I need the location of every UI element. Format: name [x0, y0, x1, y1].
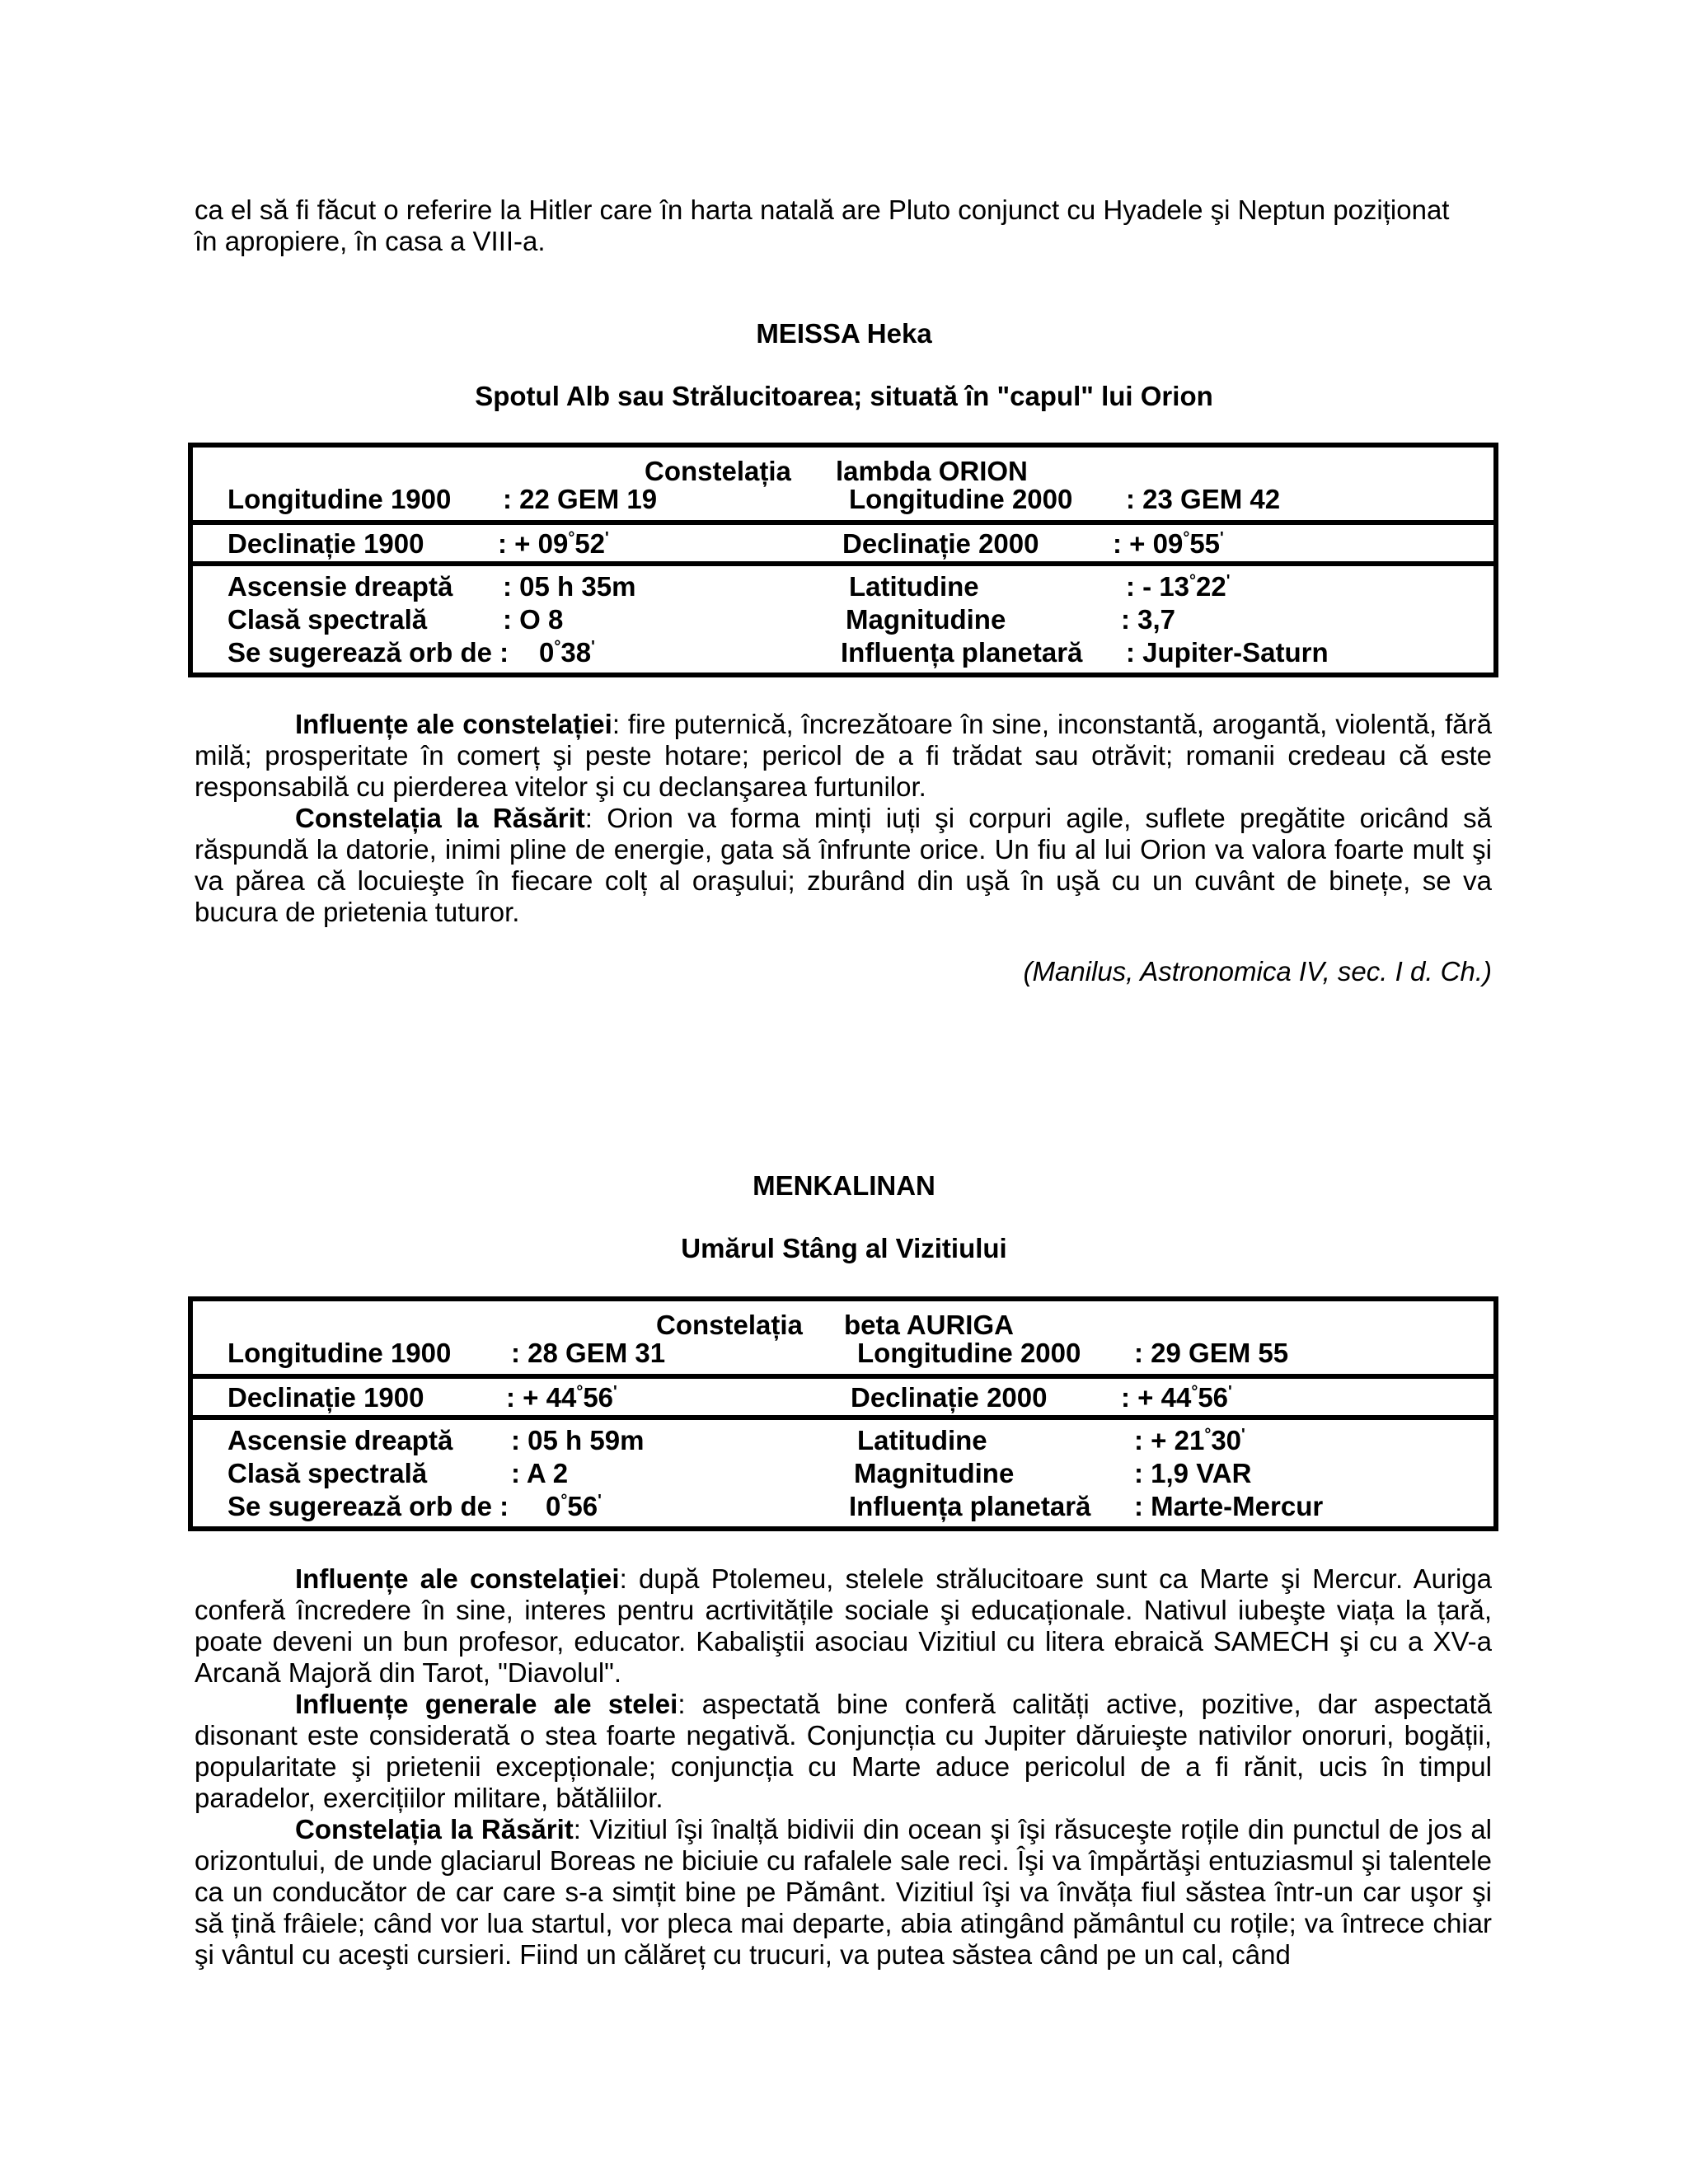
lon1900-value: : 28 GEM 31 [511, 1338, 666, 1368]
ra-label: Ascensie dreaptă [227, 571, 453, 602]
lon2000-label: Longitudine 2000 [849, 484, 1073, 514]
dec1900-value: : + 44°56' [506, 1382, 617, 1413]
star1-p2-text: : Orion va forma minți iuți şi corpuri agile, suflete pregătite oricând să răspundă la datorie, inimi pline de energie, gata să înfrunte orice. Un fiu al lui Orion va valora foarte mult şi va părea că locuieşte în fiecare colț al oraşului; zburând din uşă în uşă cu un cuvânt de binețe, se va bucura de prietenia tuturor. [195, 803, 1492, 927]
star1-influence-paragraph [195, 709, 1492, 803]
intro-line-1: ca el să fi făcut o referire la Hitler care în harta natală are Pluto conjunct cu Hyadele şi Neptun poziționat [195, 194, 1450, 225]
intro-line-2: în apropiere, în casa a VIII-a. [195, 226, 546, 256]
star2-subtitle: Umărul Stâng al Vizitiului [681, 1233, 1007, 1263]
constellation-label: Constelația [656, 1310, 803, 1340]
lon1900-label: Longitudine 1900 [227, 484, 452, 514]
infl-label: Influența planetară [841, 637, 1083, 668]
lat-label: Latitudine [849, 571, 979, 602]
lon1900-label: Longitudine 1900 [227, 1338, 452, 1368]
lon1900-value: : 22 GEM 19 [503, 484, 658, 514]
lat-label: Latitudine [857, 1425, 987, 1455]
intro-paragraph [195, 194, 1492, 257]
dec2000-value: : + 09°55' [1113, 528, 1224, 559]
constellation-value: lambda ORION [836, 456, 1028, 486]
orb-value: 0°56' [546, 1491, 602, 1521]
lat-value: : + 21°30' [1134, 1425, 1245, 1455]
star2-general-paragraph [195, 1689, 1492, 1814]
orb-label: Se sugerează orb de : [227, 1491, 509, 1521]
mag-value: : 3,7 [1121, 604, 1176, 635]
ra-value: : 05 h 59m [511, 1425, 645, 1455]
star2-data-table [188, 1296, 1498, 1531]
dec2000-label: Declinație 2000 [851, 1382, 1048, 1413]
table-row [193, 1374, 1493, 1415]
star2-influence-paragraph [195, 1563, 1492, 1689]
star2-p1-heading: Influențe ale constelației [295, 1563, 620, 1594]
table-row [193, 448, 1493, 520]
star2-p2-heading: Influențe generale ale stelei [295, 1689, 678, 1719]
star1-data-table [188, 443, 1498, 677]
ra-value: : 05 h 35m [503, 571, 636, 602]
star1-p2-heading: Constelația la Răsărit [295, 803, 585, 833]
constellation-label: Constelația [645, 456, 791, 486]
table-row [193, 1301, 1493, 1374]
star2-rising-paragraph [195, 1814, 1492, 1971]
orb-label: Se sugerează orb de : [227, 637, 509, 668]
spec-label: Clasă spectrală [227, 604, 428, 635]
dec1900-label: Declinație 1900 [227, 528, 424, 559]
mag-label: Magnitudine [846, 604, 1006, 635]
star2-name: MENKALINAN [753, 1170, 935, 1201]
spec-value: : A 2 [511, 1458, 569, 1488]
table-row [193, 561, 1493, 673]
ra-label: Ascensie dreaptă [227, 1425, 453, 1455]
star1-rising-paragraph [195, 803, 1492, 928]
star1-subtitle: Spotul Alb sau Strălucitoarea; situată în "capul" lui Orion [475, 381, 1213, 411]
infl-label: Influența planetară [849, 1491, 1091, 1521]
star2-p1-text: : după Ptolemeu, stelele strălucitoare sunt ca Marte şi Mercur. Auriga conferă încredere în sine, interes pentru acrtivitățile sociale şi educaționale. Nativul iubeşte viața la țară, poate deveni un bun profesor, educator. Kabaliştii asociau Vizitiul cu litera ebraică SAMECH şi cu a XV-a Arcană Majoră din Tarot, "Diavolul". [195, 1563, 1492, 1688]
star1-name: MEISSA Heka [756, 318, 932, 349]
dec1900-value: : + 09°52' [498, 528, 609, 559]
dec2000-label: Declinație 2000 [842, 528, 1039, 559]
dec1900-label: Declinație 1900 [227, 1382, 424, 1413]
infl-value: : Jupiter-Saturn [1126, 637, 1329, 668]
lon2000-value: : 29 GEM 55 [1134, 1338, 1289, 1368]
star2-p3-text: : Vizitiul îşi înalță bidivii din ocean şi îşi răsuceşte roțile din punctul de jos al orizontului, de unde glaciarul Boreas ne biciuie cu rafalele sale reci. Îşi va împărtăşi entuziasmul şi talentele ca un conducător de car care s-a simțit bine pe Pământ. Vizitiul îşi va învăța fiul săstea într-un car uşor şi să țină frâiele; când vor lua startul, vor pleca mai departe, abia atingând pământul cu roțile; va întrece chiar şi vântul cu aceşti cursieri. Fiind un călăreț cu trucuri, va putea săstea când pe un cal, când [195, 1814, 1493, 1970]
star1-p1-text: : fire puternică, încrezătoare în sine, inconstantă, arogantă, violentă, fără milă; prosperitate în comerț şi peste hotare; pericol de a fi trădat sau otrăvit; romanii credeau că este responsabilă cu pierderea vitelor şi cu declanşarea furtunilor. [195, 709, 1492, 802]
star2-p3-heading: Constelația la Răsărit [295, 1814, 574, 1844]
lon2000-label: Longitudine 2000 [857, 1338, 1081, 1368]
dec2000-value: : + 44°56' [1121, 1382, 1232, 1413]
lat-value: : - 13°22' [1126, 571, 1231, 602]
spec-label: Clasă spectrală [227, 1458, 428, 1488]
table-row [193, 1415, 1493, 1526]
star1-p1-heading: Influențe ale constelației [295, 709, 612, 739]
infl-value: : Marte-Mercur [1134, 1491, 1324, 1521]
orb-value: 0°38' [539, 637, 595, 668]
constellation-value: beta AURIGA [844, 1310, 1014, 1340]
spec-value: : O 8 [503, 604, 564, 635]
star2-p2-text: : aspectată bine conferă calități active, pozitive, dar aspectată disonant este considerată o stea foarte negativă. Conjuncția cu Jupiter dăruieşte nativilor onoruri, bogății, popularitate şi prietenii excepționale; conjuncția cu Marte aduce pericolul de a fi rănit, ucis în timpul paradelor, exercițiilor militare, bătăliilor. [195, 1689, 1492, 1813]
mag-value: : 1,9 VAR [1134, 1458, 1252, 1488]
star1-citation: (Manilus, Astronomica IV, sec. I d. Ch.) [1023, 956, 1492, 987]
mag-label: Magnitudine [854, 1458, 1015, 1488]
lon2000-value: : 23 GEM 42 [1126, 484, 1281, 514]
table-row [193, 520, 1493, 561]
